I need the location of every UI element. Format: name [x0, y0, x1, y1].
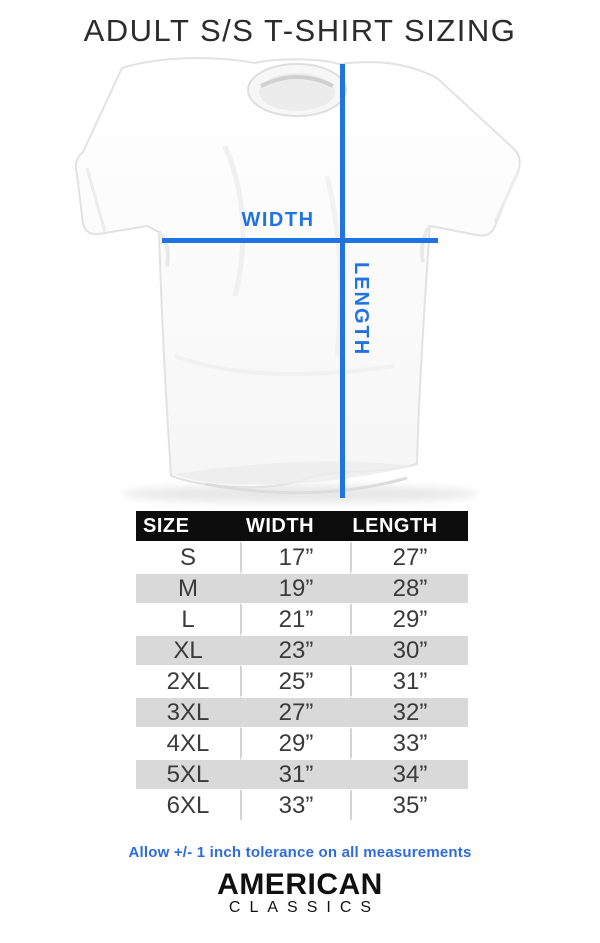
size-cell: XL [136, 634, 240, 665]
column-header-width: WIDTH [240, 511, 350, 541]
length-cell: 29” [350, 603, 468, 634]
length-cell: 32” [350, 696, 468, 727]
brand-logo [0, 868, 600, 917]
table-row [136, 789, 468, 820]
size-cell: S [136, 541, 240, 572]
table-row [136, 603, 468, 634]
size-chart-body [136, 541, 468, 820]
brand-name: AMERICAN [217, 868, 383, 901]
width-cell: 23” [240, 634, 350, 665]
width-cell: 29” [240, 727, 350, 758]
length-label: LENGTH [350, 262, 372, 357]
size-chart-header [136, 511, 468, 541]
table-row [136, 696, 468, 727]
shirt-body [76, 58, 520, 487]
size-cell: 6XL [136, 789, 240, 820]
tshirt-image [75, 56, 525, 506]
width-measure-line [162, 238, 438, 243]
size-chart [136, 511, 468, 820]
width-cell: 25” [240, 665, 350, 696]
tolerance-note: Allow +/- 1 inch tolerance on all measurements [128, 844, 472, 861]
width-cell: 17” [240, 541, 350, 572]
width-cell: 33” [240, 789, 350, 820]
tshirt-graphic [75, 56, 525, 506]
length-cell: 28” [350, 572, 468, 603]
brand-subname: CLASSICS [228, 899, 381, 916]
length-cell: 27” [350, 541, 468, 572]
size-cell: M [136, 572, 240, 603]
width-cell: 19” [240, 572, 350, 603]
length-cell: 35” [350, 789, 468, 820]
page-title: ADULT S/S T-SHIRT SIZING [83, 13, 517, 48]
size-cell: 2XL [136, 665, 240, 696]
table-row [136, 634, 468, 665]
length-cell: 33” [350, 727, 468, 758]
column-header-size: SIZE [136, 511, 240, 541]
size-chart-table [136, 511, 468, 820]
size-cell: 4XL [136, 727, 240, 758]
size-cell: 5XL [136, 758, 240, 789]
size-cell: 3XL [136, 696, 240, 727]
table-row [136, 541, 468, 572]
length-cell: 30” [350, 634, 468, 665]
table-row [136, 758, 468, 789]
table-row [136, 665, 468, 696]
table-row [136, 572, 468, 603]
size-cell: L [136, 603, 240, 634]
header-row [136, 511, 468, 541]
table-row [136, 727, 468, 758]
length-cell: 34” [350, 758, 468, 789]
width-label: WIDTH [241, 209, 315, 231]
length-measure-line [340, 64, 345, 498]
width-cell: 21” [240, 603, 350, 634]
length-cell: 31” [350, 665, 468, 696]
column-header-length: LENGTH [350, 511, 468, 541]
width-cell: 27” [240, 696, 350, 727]
width-cell: 31” [240, 758, 350, 789]
